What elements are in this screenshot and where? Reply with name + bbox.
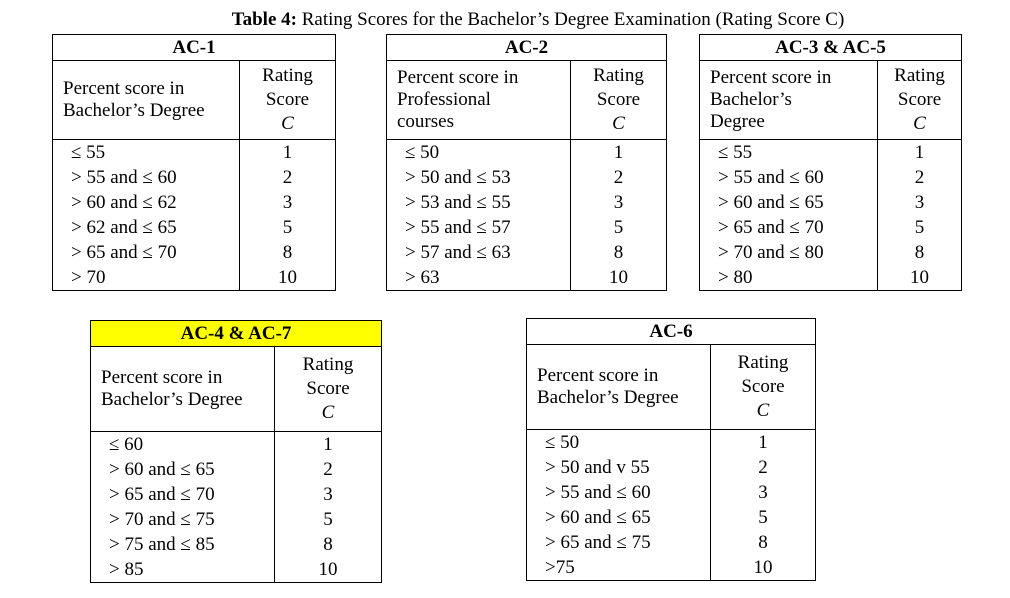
table-row (527, 430, 816, 456)
rating-score-cell: 3 (878, 190, 962, 215)
header-line: C (281, 113, 294, 134)
percent-range-cell: > 50 and v 55 (527, 455, 711, 480)
header-rating-score (240, 61, 336, 140)
rating-score-cell: 3 (275, 482, 382, 507)
rating-score-cell: 2 (571, 165, 667, 190)
rating-score-cell: 1 (275, 432, 382, 458)
percent-range-cell: ≤ 55 (700, 140, 878, 166)
header-percent-score (53, 61, 240, 140)
rating-score-cell: 3 (571, 190, 667, 215)
header-line: Percent score in (710, 67, 832, 88)
percent-range-cell: > 55 and ≤ 60 (700, 165, 878, 190)
percent-range-cell: > 53 and ≤ 55 (387, 190, 571, 215)
rating-score-cell: 2 (878, 165, 962, 190)
rating-score-cell: 10 (571, 265, 667, 291)
table-row (700, 165, 962, 190)
rating-score-cell: 3 (711, 480, 816, 505)
rating-score-cell: 10 (275, 557, 382, 583)
percent-range-cell: ≤ 60 (91, 432, 275, 458)
percent-range-cell: > 63 (387, 265, 571, 291)
rating-score-cell: 1 (571, 140, 667, 166)
rating-score-cell: 10 (240, 265, 336, 291)
table-row (527, 530, 816, 555)
header-rating-score (711, 345, 816, 430)
percent-range-cell: > 70 (53, 265, 240, 291)
header-line: Score (265, 89, 310, 110)
table-row (91, 457, 382, 482)
header-line: Degree (710, 111, 765, 132)
percent-range-cell: > 57 and ≤ 63 (387, 240, 571, 265)
header-percent-score (387, 61, 571, 140)
percent-range-cell: > 50 and ≤ 53 (387, 165, 571, 190)
rating-score-cell: 1 (878, 140, 962, 166)
header-line: C (321, 402, 335, 423)
table-row (53, 165, 336, 190)
rating-score-cell: 8 (571, 240, 667, 265)
header-line: Rating (302, 354, 354, 375)
header-line: Rating (737, 352, 789, 373)
percent-range-cell: ≤ 50 (387, 140, 571, 166)
rating-table-ac2 (386, 34, 667, 291)
header-rating-score (571, 61, 667, 140)
table-title: AC-4 & AC-7 (91, 321, 382, 347)
header-rating-score (275, 347, 382, 432)
rating-score-cell: 1 (240, 140, 336, 166)
rating-table-ac1 (52, 34, 336, 291)
table-row (53, 265, 336, 291)
table-title: AC-1 (53, 35, 336, 61)
rating-score-cell: 5 (240, 215, 336, 240)
rating-score-cell: 10 (878, 265, 962, 291)
percent-range-cell: ≤ 50 (527, 430, 711, 456)
percent-range-cell: > 60 and ≤ 65 (91, 457, 275, 482)
header-line: Score (306, 378, 350, 399)
header-line: Bachelor’s Degree (101, 389, 243, 410)
percent-range-cell: > 60 and ≤ 62 (53, 190, 240, 215)
rating-score-cell: 8 (878, 240, 962, 265)
header-line: Percent score in (397, 67, 519, 88)
header-line: Professional (397, 89, 491, 110)
header-line: Bachelor’s Degree (63, 100, 205, 121)
table-row (700, 240, 962, 265)
header-line: Bachelor’s Degree (537, 387, 679, 408)
header-line: Rating (593, 65, 644, 86)
table-row (527, 505, 816, 530)
rating-score-cell: 5 (711, 505, 816, 530)
rating-score-cell: 2 (240, 165, 336, 190)
header-line: Bachelor’s (710, 89, 792, 110)
rating-score-cell: 5 (275, 507, 382, 532)
table-row (387, 190, 667, 215)
percent-range-cell: > 60 and ≤ 65 (527, 505, 711, 530)
header-line: Score (897, 89, 942, 110)
table-row (53, 215, 336, 240)
percent-range-cell: > 70 and ≤ 80 (700, 240, 878, 265)
table-row (53, 190, 336, 215)
table-row (91, 482, 382, 507)
percent-range-cell: > 80 (700, 265, 878, 291)
table-row (387, 265, 667, 291)
percent-range-cell: > 60 and ≤ 65 (700, 190, 878, 215)
percent-range-cell: > 70 and ≤ 75 (91, 507, 275, 532)
percent-range-cell: >75 (527, 555, 711, 581)
percent-range-cell: > 65 and ≤ 70 (91, 482, 275, 507)
caption-label: Table 4: (231, 9, 297, 30)
percent-range-cell: > 85 (91, 557, 275, 583)
percent-range-cell: > 65 and ≤ 70 (700, 215, 878, 240)
header-line: C (913, 113, 926, 134)
header-line: Rating (262, 65, 313, 86)
rating-score-cell: 5 (878, 215, 962, 240)
table-row (700, 190, 962, 215)
header-line: C (612, 113, 625, 134)
percent-range-cell: ≤ 55 (53, 140, 240, 166)
table-row (387, 165, 667, 190)
rating-score-cell: 8 (275, 532, 382, 557)
table-caption (0, 9, 1010, 31)
caption-text: Rating Scores for the Bachelor’s Degree Examination (Rating Score C) (296, 9, 845, 30)
percent-range-cell: > 65 and ≤ 75 (527, 530, 711, 555)
rating-table-ac4-ac7 (90, 320, 382, 583)
table-row (700, 140, 962, 166)
header-line: Score (741, 376, 785, 397)
rating-score-cell: 10 (711, 555, 816, 581)
rating-score-cell: 3 (240, 190, 336, 215)
header-percent-score (91, 347, 275, 432)
header-line: C (756, 400, 770, 421)
table-row (387, 140, 667, 166)
table-row (91, 507, 382, 532)
rating-table-ac3-ac5 (699, 34, 962, 291)
table-title: AC-2 (387, 35, 667, 61)
header-percent-score (527, 345, 711, 430)
rating-score-cell: 5 (571, 215, 667, 240)
table-title: AC-6 (527, 319, 816, 345)
rating-score-cell: 2 (711, 455, 816, 480)
header-line: courses (397, 111, 454, 132)
table-row (700, 265, 962, 291)
percent-range-cell: > 55 and ≤ 60 (527, 480, 711, 505)
header-line: Percent score in (101, 367, 223, 388)
table-row (53, 140, 336, 166)
rating-score-cell: 1 (711, 430, 816, 456)
header-line: Percent score in (63, 78, 185, 99)
table-row (53, 240, 336, 265)
percent-range-cell: > 65 and ≤ 70 (53, 240, 240, 265)
percent-range-cell: > 55 and ≤ 57 (387, 215, 571, 240)
rating-score-cell: 8 (240, 240, 336, 265)
rating-table-ac6 (526, 318, 816, 581)
percent-range-cell: > 75 and ≤ 85 (91, 532, 275, 557)
table-row (387, 240, 667, 265)
table-row (527, 455, 816, 480)
header-line: Rating (894, 65, 945, 86)
header-line: Percent score in (537, 365, 659, 386)
header-rating-score (878, 61, 962, 140)
table-row (527, 555, 816, 581)
rating-score-cell: 8 (711, 530, 816, 555)
table-row (91, 432, 382, 458)
header-percent-score (700, 61, 878, 140)
table-row (387, 215, 667, 240)
percent-range-cell: > 62 and ≤ 65 (53, 215, 240, 240)
table-title: AC-3 & AC-5 (700, 35, 962, 61)
rating-score-cell: 2 (275, 457, 382, 482)
table-row (527, 480, 816, 505)
percent-range-cell: > 55 and ≤ 60 (53, 165, 240, 190)
table-row (91, 557, 382, 583)
table-row (700, 215, 962, 240)
header-line: Score (596, 89, 641, 110)
table-row (91, 532, 382, 557)
